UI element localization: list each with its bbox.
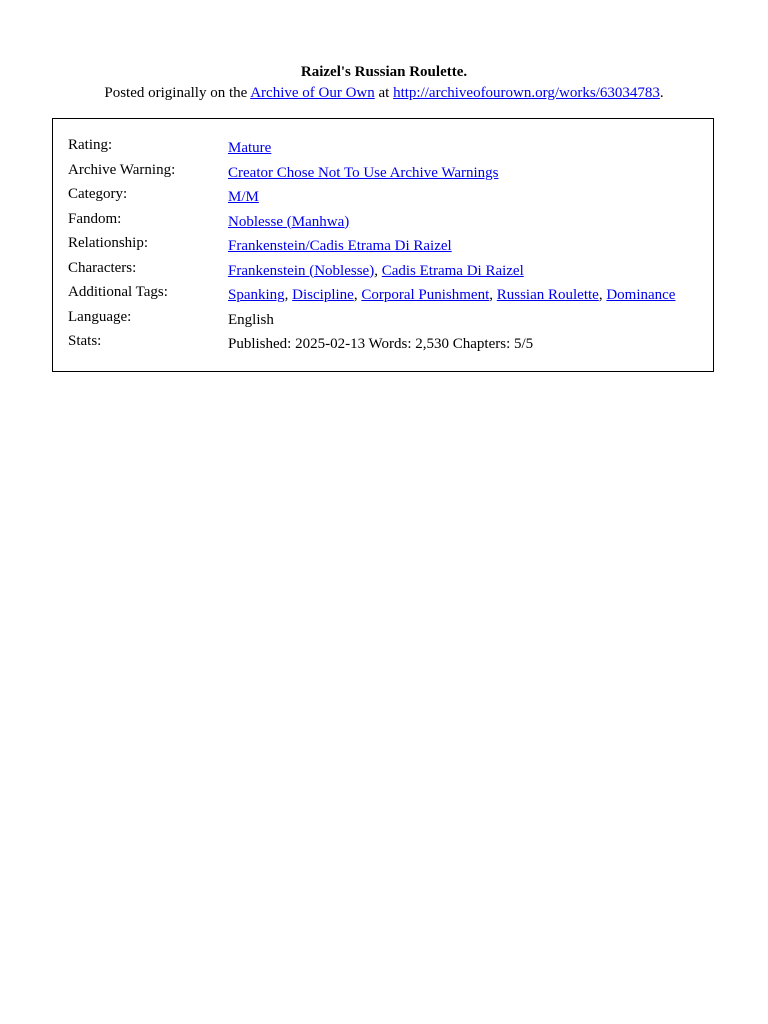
category-value [228,186,698,211]
metadata-table [68,137,698,358]
characters-value: Frankenstein (Noblesse), Cadis Etrama Di Raizel [228,262,524,279]
posted-prefix: Posted originally on the [104,85,251,101]
category-row [68,186,698,211]
posted-line [0,83,768,103]
tags-row [68,284,698,309]
character-link[interactable]: Cadis Etrama Di Raizel [381,262,524,279]
language-row [68,309,698,334]
tag-link[interactable]: Dominance [606,287,676,303]
stats-value: Published: 2025-02-13 Words: 2,530 Chapters: 5/5 [228,336,534,352]
relationship-link[interactable]: Frankenstein/Cadis Etrama Di Raizel [228,238,452,254]
fandom-label: Fandom: [68,210,122,227]
fandom-value [228,211,698,236]
warning-label: Archive Warning: [68,161,176,178]
rating-link[interactable]: Mature [228,140,272,156]
rating-row [68,137,698,162]
characters-row [68,260,698,285]
category-link[interactable]: M/M [228,189,259,205]
relationship-label: Relationship: [68,235,148,251]
tag-link[interactable]: Discipline [292,287,354,303]
relationship-value [228,235,698,260]
posted-suffix: . [659,85,664,101]
rating-value [228,137,698,162]
language-value: English [228,311,274,328]
tag-link[interactable]: Spanking [228,287,285,303]
relationship-row [68,235,698,260]
tag-link[interactable]: Corporal Punishment [361,287,490,303]
work-title: Raizel's Russian Roulette. [300,64,468,80]
tags-label: Additional Tags: [68,284,168,300]
characters-label: Characters: [68,259,137,276]
language-label: Language: [68,308,132,325]
metadata-box [52,118,714,372]
work-header [0,62,768,103]
rating-label: Rating: [68,137,113,153]
fandom-link[interactable]: Noblesse (Manhwa) [228,213,350,230]
stats-row [68,333,698,358]
work-url-link[interactable]: http://archiveofourown.org/works/63034783 [393,85,660,101]
tags-value: Spanking, Discipline, Corporal Punishment, Russian Roulette, Dominance [228,287,676,303]
category-label: Category: [68,186,128,202]
warning-row [68,162,698,187]
fandom-row [68,211,698,236]
stats-label: Stats: [68,333,102,349]
warning-link[interactable]: Creator Chose Not To Use Archive Warnings [228,164,499,181]
at-text: at [374,85,394,101]
tag-link[interactable]: Russian Roulette [496,287,599,303]
warning-value [228,162,698,187]
archive-link[interactable]: Archive of Our Own [250,85,375,101]
character-link[interactable]: Frankenstein (Noblesse) [228,262,375,279]
